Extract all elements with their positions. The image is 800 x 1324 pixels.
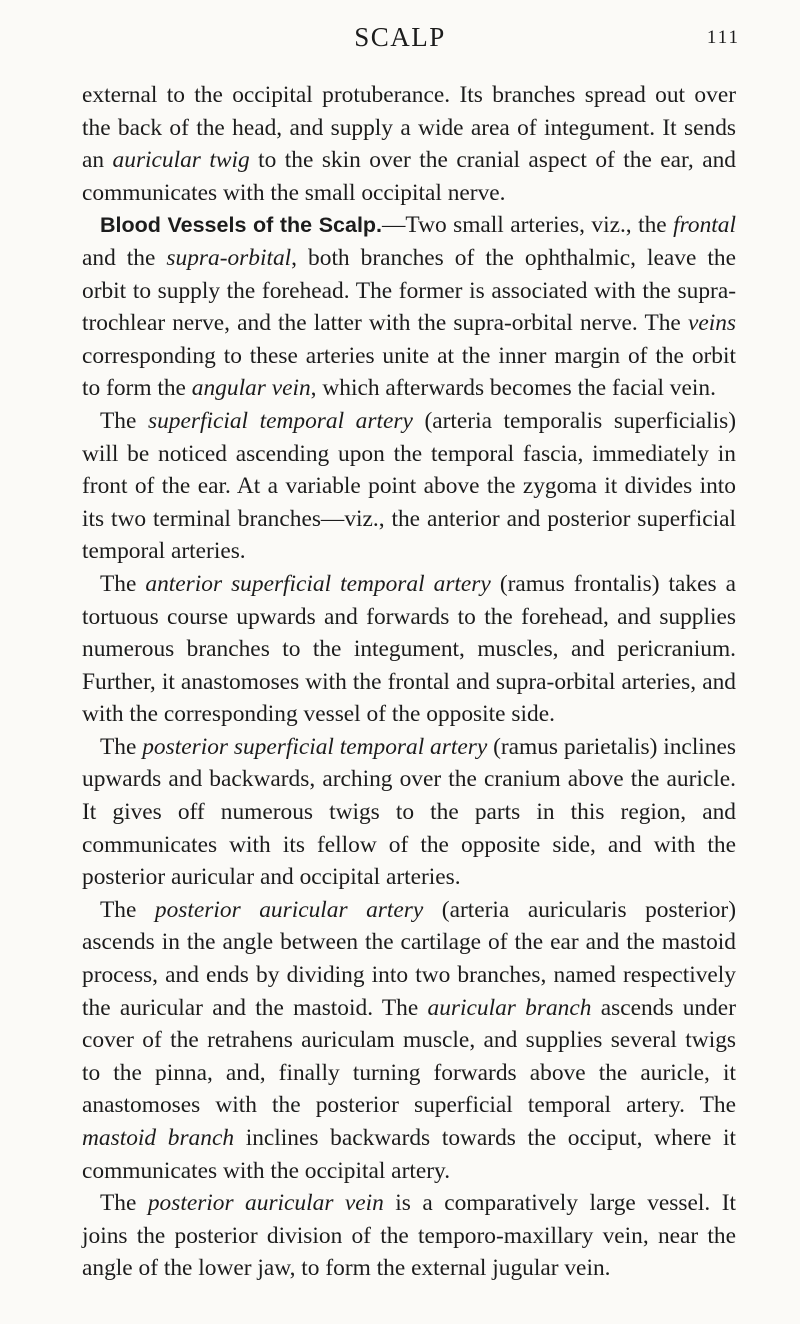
text-run: (ramus parietalis) inclines upwards and backwards, arching over the cranium above the auricle. It gives off numerous twigs to the parts in this region, and communicates with its fellow of the opposite side, and with the posterior auricular and occipital arteries. [82, 733, 736, 891]
text-run: to the skin over the cranial aspect of the ear, and communicates with the small occipital nerve. [82, 147, 736, 206]
italic-term: frontal [673, 212, 736, 239]
paragraph [82, 79, 736, 209]
italic-term: veins [687, 310, 736, 337]
paragraph [82, 1187, 736, 1285]
text-run: ascends under cover of the retrahens auriculam muscle, and supplies several twigs to the pinna, and, finally turning forwards above the auricle, it anastomoses with the posterior superficial temporal artery. The [82, 994, 736, 1119]
text-run: The [100, 570, 146, 597]
text-run: The [100, 407, 148, 434]
text-run: , which afterwards becomes the facial vein. [310, 375, 716, 402]
text-run: corresponding to these arteries unite at the inner margin of the orbit to form the [82, 342, 736, 402]
text-run: —Two small arteries, viz., the [382, 212, 674, 239]
text-run: , both branches of the ophthalmic, leave the orbit to supply the forehead. The former is associated with the supra-trochlear nerve, and the latter with the supra-orbital nerve. The [82, 244, 736, 337]
text-run: and the [82, 244, 167, 271]
text-run: is a comparatively large vessel. It joins the posterior division of the temporo-maxillary vein, near the angle of the lower jaw, to form the external jugular vein. [82, 1190, 736, 1282]
text-run: external to the occipital protuberance. Its branches spread out over the back of the head, and supply a wide area of integument. It sends an [82, 82, 736, 174]
paragraph [82, 568, 736, 731]
body-text [82, 79, 736, 1285]
italic-term: posterior auricular artery [154, 896, 424, 923]
italic-term: supra-orbital [166, 244, 292, 271]
italic-term: auricular branch [427, 994, 592, 1021]
running-head [0, 22, 800, 56]
paragraph [82, 894, 736, 1187]
running-title: SCALP [354, 22, 446, 52]
italic-term: mastoid branch [82, 1125, 235, 1151]
text-run: The [100, 896, 155, 923]
paragraph [82, 209, 736, 405]
italic-term: anterior superficial temporal artery [145, 570, 491, 597]
page-number: 111 [706, 27, 740, 48]
section-heading: Blood Vessels of the Scalp. [100, 213, 383, 238]
text-run: The [100, 1190, 148, 1217]
italic-term: auricular twig [112, 147, 250, 174]
text-run: (ramus frontalis) takes a tortuous course upwards and forwards to the forehead, and supplies numerous branches to the integument, muscles, and pericranium. Further, it anastomoses with the frontal and supra-orbital arteries, and with the corresponding vessel of the opposite side. [82, 570, 737, 728]
text-run: (arteria auricularis posterior) ascends in the angle between the cartilage of the ear and the mastoid process, and ends by dividing into two branches, named respectively the auricular and the mastoid. The [82, 896, 737, 1021]
italic-term: superficial temporal artery [147, 407, 413, 434]
paragraph [82, 405, 736, 568]
italic-term: posterior auricular vein [147, 1190, 384, 1217]
text-run: inclines backwards towards the occiput, where it communicates with the occipital artery. [82, 1125, 736, 1184]
text-run: The [100, 733, 143, 760]
italic-term: posterior superficial temporal artery [142, 733, 488, 760]
paragraph [82, 731, 736, 894]
text-run: (arteria temporalis superficialis) will be noticed ascending upon the temporal fascia, immediately in front of the ear. At a variable point above the zygoma it divides into its two terminal branches—viz., the anterior and posterior superficial temporal arteries. [82, 407, 736, 565]
italic-term: angular vein [191, 375, 311, 402]
